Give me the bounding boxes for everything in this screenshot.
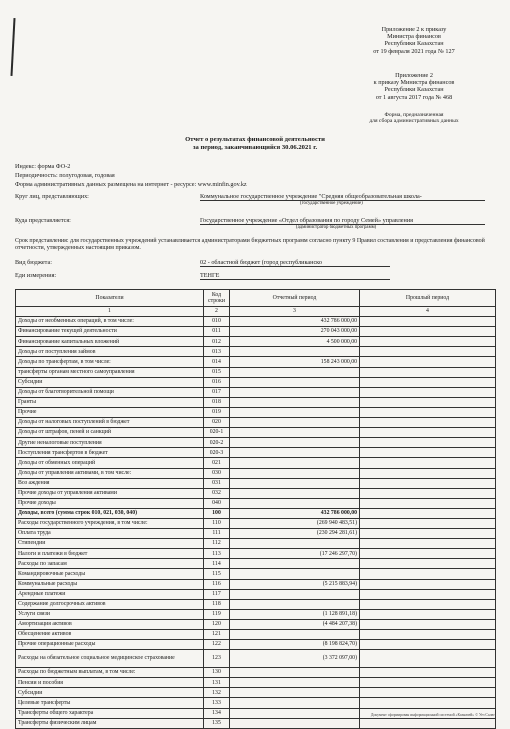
row-current-value (230, 539, 360, 549)
row-indicator: Поступления трансфертов в бюджет (16, 448, 204, 458)
table-row (16, 549, 496, 559)
table-row (16, 407, 496, 417)
row-indicator: Целевые трансферты (16, 698, 204, 708)
row-current-value (230, 678, 360, 688)
row-current-value (230, 569, 360, 579)
published-on: Форма административных данных размещена на интернет - ресурсе: www.minfin.gov.kz (15, 181, 247, 188)
row-current-value (230, 407, 360, 417)
row-indicator: Пенсии и пособия (16, 678, 204, 688)
row-indicator: Доходы по трансфертам, в том числе: (16, 357, 204, 367)
row-indicator: Доходы от налоговых поступлений в бюджет (16, 418, 204, 428)
row-current-value (230, 418, 360, 428)
row-code: 113 (204, 549, 230, 559)
row-indicator: Прочие операционные расходы (16, 640, 204, 650)
row-indicator: Амортизация активов (16, 619, 204, 629)
row-previous-value (360, 448, 496, 458)
table-row (16, 630, 496, 640)
row-previous-value (360, 579, 496, 589)
row-indicator: Расходы на обязательное социальное медицинское страхование (16, 650, 204, 668)
row-indicator: Налоги и платежи в бюджет (16, 549, 204, 559)
table-row (16, 688, 496, 698)
row-indicator: Стипендии (16, 539, 204, 549)
row-previous-value (360, 678, 496, 688)
row-code: 040 (204, 498, 230, 508)
system-footer-note: Документ сформирован информационной системой «Казначей» © Уез Салют (370, 713, 496, 717)
row-code: 031 (204, 478, 230, 488)
table-row (16, 488, 496, 498)
row-previous-value (360, 377, 496, 387)
row-indicator: Расходы по запасам (16, 559, 204, 569)
row-code: 010 (204, 317, 230, 327)
column-number-row: 1 2 3 4 (16, 307, 496, 317)
deadline-text: Срок представления: для государственных учреждений устанавливается администраторами бюджетных программ согласно пункту 9 Правил составления и представления финансовой отчетности, утвержденных настоящим приказом. (15, 238, 485, 252)
row-previous-value (360, 337, 496, 347)
table-row (16, 387, 496, 397)
table-row (16, 317, 496, 327)
row-previous-value (360, 327, 496, 337)
row-previous-value (360, 428, 496, 438)
row-previous-value (360, 609, 496, 619)
table-row (16, 428, 496, 438)
row-code: 018 (204, 397, 230, 407)
table-row (16, 640, 496, 650)
row-current-value (230, 478, 360, 488)
row-current-value (230, 630, 360, 640)
row-previous-value (360, 630, 496, 640)
row-previous-value (360, 549, 496, 559)
row-previous-value (360, 367, 496, 377)
row-indicator: Прочие (16, 407, 204, 417)
row-current-value: (1 128 891,18) (230, 609, 360, 619)
row-current-value (230, 488, 360, 498)
table-row (16, 559, 496, 569)
order-annex-block-1: Приложение 2 к приказу Министра финансов Республики Казахстан от 19 февраля 2021 года № 127 (373, 26, 455, 55)
row-code: 112 (204, 539, 230, 549)
row-indicator: Доходы, всего (сумма строк 010, 021, 030, 040) (16, 508, 204, 518)
unit-value: ТЕНГЕ (200, 272, 390, 280)
table-row (16, 498, 496, 508)
row-code: 118 (204, 599, 230, 609)
row-previous-value (360, 458, 496, 468)
row-previous-value (360, 438, 496, 448)
row-indicator: Прочие доходы от управления активами (16, 488, 204, 498)
row-current-value (230, 688, 360, 698)
row-code: 020-1 (204, 428, 230, 438)
table-row (16, 377, 496, 387)
row-indicator: Другие неналоговые поступления (16, 438, 204, 448)
row-previous-value (360, 488, 496, 498)
row-code: 100 (204, 508, 230, 518)
row-current-value: 158 243 000,00 (230, 357, 360, 367)
row-indicator: Доходы от управления активами, в том числе: (16, 468, 204, 478)
row-current-value (230, 367, 360, 377)
row-previous-value (360, 508, 496, 518)
where-value: Государственное учреждение «Отдел образования по городу Семей» управления (200, 217, 485, 225)
row-current-value (230, 599, 360, 609)
row-code: 122 (204, 640, 230, 650)
row-code: 133 (204, 698, 230, 708)
row-code: 115 (204, 569, 230, 579)
table-row (16, 619, 496, 629)
row-indicator: Субсидии (16, 688, 204, 698)
row-previous-value (360, 529, 496, 539)
row-code: 013 (204, 347, 230, 357)
table-row (16, 347, 496, 357)
row-previous-value (360, 478, 496, 488)
row-code: 120 (204, 619, 230, 629)
row-indicator: Расходы государственного учреждения, в том числе: (16, 518, 204, 528)
report-title: Отчет о результатах финансовой деятельности за период, заканчивающийся 30.06.2021 г. (185, 136, 325, 151)
row-indicator: Услуги связи (16, 609, 204, 619)
row-current-value (230, 589, 360, 599)
row-indicator: Обесценение активов (16, 630, 204, 640)
row-indicator: Командировочные расходы (16, 569, 204, 579)
row-current-value: (8 198 824,70) (230, 640, 360, 650)
row-current-value (230, 708, 360, 718)
row-code: 132 (204, 688, 230, 698)
row-previous-value (360, 589, 496, 599)
row-previous-value (360, 518, 496, 528)
row-code: 032 (204, 488, 230, 498)
row-code: 116 (204, 579, 230, 589)
table-row (16, 668, 496, 678)
row-indicator: Субсидии (16, 377, 204, 387)
financial-results-table (15, 289, 496, 729)
row-indicator: Доходы от благотворительной помощи (16, 387, 204, 397)
row-current-value (230, 448, 360, 458)
table-row (16, 458, 496, 468)
col-header-code: Код строки (204, 290, 230, 307)
row-current-value: 432 786 000,00 (230, 317, 360, 327)
row-code: 020 (204, 418, 230, 428)
row-code: 111 (204, 529, 230, 539)
table-row (16, 539, 496, 549)
row-current-value: (17 246 297,70) (230, 549, 360, 559)
row-indicator: Воз аждения (16, 478, 204, 488)
periodicity: Периодичность: полугодовая, годовая (15, 172, 115, 179)
row-code: 114 (204, 559, 230, 569)
row-previous-value (360, 650, 496, 668)
row-code: 011 (204, 327, 230, 337)
row-current-value (230, 377, 360, 387)
row-code: 135 (204, 718, 230, 728)
circle-label: Круг лиц, представляющих: (15, 193, 89, 200)
table-row (16, 357, 496, 367)
table-row (16, 698, 496, 708)
row-previous-value (360, 387, 496, 397)
row-current-value (230, 559, 360, 569)
row-previous-value (360, 539, 496, 549)
row-code: 016 (204, 377, 230, 387)
row-indicator: Финансирование текущей деятельности (16, 327, 204, 337)
row-previous-value (360, 698, 496, 708)
row-indicator: Прочие доходы (16, 498, 204, 508)
row-previous-value (360, 688, 496, 698)
row-previous-value (360, 498, 496, 508)
row-current-value: 270 043 000,00 (230, 327, 360, 337)
table-row (16, 678, 496, 688)
budget-value: 02 - областной бюджет (город республиканско (200, 259, 390, 267)
row-indicator: Доходы от поступления займов (16, 347, 204, 357)
row-current-value: 432 786 000,00 (230, 508, 360, 518)
table-row (16, 529, 496, 539)
row-indicator: Гранты (16, 397, 204, 407)
table-row (16, 468, 496, 478)
where-caption: (администратор бюджетных программ) (296, 225, 377, 230)
table-row (16, 518, 496, 528)
table-row (16, 650, 496, 668)
table-row (16, 418, 496, 428)
row-current-value (230, 428, 360, 438)
row-current-value (230, 498, 360, 508)
table-row (16, 478, 496, 488)
row-indicator: Коммунальные расходы (16, 579, 204, 589)
form-purpose-note: Форма, предназначенная для сбора административных данных (369, 112, 459, 125)
row-current-value (230, 438, 360, 448)
row-code: 020-2 (204, 438, 230, 448)
row-code: 015 (204, 367, 230, 377)
row-current-value: (4 484 207,38) (230, 619, 360, 629)
table-row (16, 508, 496, 518)
table-row (16, 609, 496, 619)
row-current-value: (5 215 883,94) (230, 579, 360, 589)
row-previous-value (360, 468, 496, 478)
row-current-value (230, 468, 360, 478)
row-previous-value (360, 317, 496, 327)
row-code: 012 (204, 337, 230, 347)
row-current-value (230, 387, 360, 397)
table-row (16, 599, 496, 609)
col-header-previous: Прошлый период (360, 290, 496, 307)
row-current-value: (3 372 097,00) (230, 650, 360, 668)
row-indicator: Доходы от необменных операций, в том числе: (16, 317, 204, 327)
row-code: 117 (204, 589, 230, 599)
row-current-value: 4 500 000,00 (230, 337, 360, 347)
row-indicator: Оплата труда (16, 529, 204, 539)
table-row (16, 327, 496, 337)
table-row (16, 589, 496, 599)
row-code: 021 (204, 458, 230, 468)
row-current-value (230, 458, 360, 468)
row-indicator: трансферты органам местного самоуправления (16, 367, 204, 377)
row-current-value (230, 347, 360, 357)
row-code: 017 (204, 387, 230, 397)
row-code: 130 (204, 668, 230, 678)
row-indicator: Трансферты физическим лицам (16, 718, 204, 728)
row-indicator: Доходы от штрафов, пеней и санкций (16, 428, 204, 438)
row-current-value: (230 294 281,61) (230, 529, 360, 539)
table-header-row (16, 290, 496, 307)
where-label: Куда представляется: (15, 217, 71, 224)
row-current-value (230, 397, 360, 407)
row-code: 030 (204, 468, 230, 478)
row-previous-value (360, 569, 496, 579)
row-current-value (230, 698, 360, 708)
row-indicator: Расходы по бюджетным выплатам, в том числе: (16, 668, 204, 678)
table-row (16, 579, 496, 589)
row-indicator: Финансирование капитальных вложений (16, 337, 204, 347)
row-previous-value (360, 397, 496, 407)
row-code: 121 (204, 630, 230, 640)
table-row (16, 397, 496, 407)
form-index: Индекс: форма ФО-2 (15, 163, 71, 170)
unit-label: Еди измерения: (15, 272, 57, 279)
circle-value: Коммунальное государственное учреждение "Средняя общеобразовательная школа- (200, 193, 485, 201)
col-header-current: Отчетный период (230, 290, 360, 307)
row-current-value (230, 668, 360, 678)
col-header-indicator: Показатели (16, 290, 204, 307)
row-code: 014 (204, 357, 230, 367)
row-indicator: Трансферты общего характера (16, 708, 204, 718)
table-row (16, 448, 496, 458)
row-previous-value (360, 559, 496, 569)
table-row (16, 569, 496, 579)
table-row (16, 337, 496, 347)
budget-label: Вид бюджета: (15, 259, 52, 266)
row-previous-value (360, 407, 496, 417)
row-indicator: Содержание долгосрочных активов (16, 599, 204, 609)
row-code: 123 (204, 650, 230, 668)
circle-caption: (государственное учреждение) (300, 201, 363, 206)
row-previous-value (360, 619, 496, 629)
row-code: 131 (204, 678, 230, 688)
row-previous-value (360, 347, 496, 357)
order-annex-block-2: Приложение 2 к приказу Министра финансов Республики Казахстан от 1 августа 2017 года № 468 (373, 72, 455, 101)
table-row (16, 367, 496, 377)
row-previous-value (360, 599, 496, 609)
row-indicator: Арендные платежи (16, 589, 204, 599)
row-code: 019 (204, 407, 230, 417)
row-previous-value (360, 640, 496, 650)
row-previous-value (360, 418, 496, 428)
row-code: 134 (204, 708, 230, 718)
row-code: 110 (204, 518, 230, 528)
row-indicator: Доходы от обменных операций (16, 458, 204, 468)
row-previous-value (360, 668, 496, 678)
row-previous-value (360, 357, 496, 367)
row-code: 020-3 (204, 448, 230, 458)
table-row (16, 438, 496, 448)
row-code: 119 (204, 609, 230, 619)
row-current-value: (269 940 483,51) (230, 518, 360, 528)
